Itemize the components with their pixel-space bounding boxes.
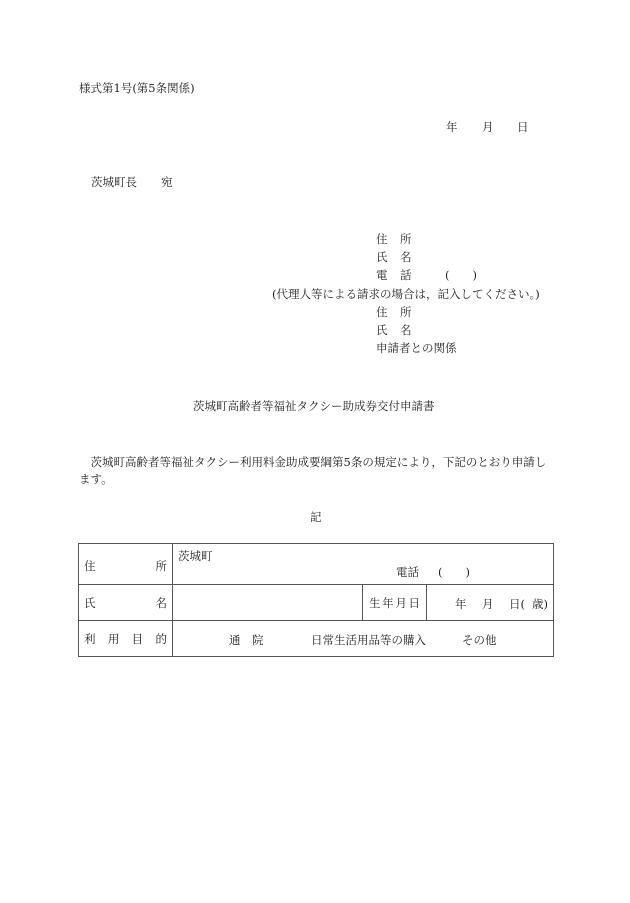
applicant-address-label-2: 所 [400,232,412,246]
purpose-label-2: 用 [107,631,120,646]
birth-value-cell[interactable] [427,585,554,621]
name-label-1: 氏 [84,595,96,610]
purpose-label-3: 目 [131,631,144,646]
applicant-address-label-1: 住 [376,232,388,246]
proxy-name-label-1: 氏 [376,323,388,337]
application-table [78,543,554,657]
address-value: 茨城町 [178,549,213,563]
name-label-cell [79,585,173,621]
ki-heading: 記 [310,510,322,524]
form-number: 様式第1号(第5条関係) [79,81,195,95]
table-row-purpose [79,621,554,657]
proxy-address-label-2: 所 [400,305,412,319]
purpose-label-1: 利 [84,631,96,646]
birth-label-3: 月 [395,595,407,610]
name-label-2: 名 [155,595,167,610]
date-day: 日 [517,120,529,134]
proxy-relation-label: 申請者との関係 [376,341,457,355]
address-value-cell[interactable] [173,544,554,585]
date-year: 年 [446,120,458,134]
addressee-suffix: 宛 [161,175,173,189]
table-phone-parens: ( ) [438,565,470,579]
table-row-address [79,544,554,585]
birth-label-cell [363,585,427,621]
birth-age: 歳) [532,597,548,611]
purpose-label-cell [79,621,173,657]
table-row-name [79,585,554,621]
address-label-1: 住 [84,559,96,573]
body-line-2: ます。 [79,472,113,486]
addressee-name: 茨城町長 [91,175,137,189]
address-label-cell [79,544,173,585]
birth-label-1: 生 [369,595,381,610]
body-line-1: 茨城町高齢者等福祉タクシー利用料金助成要綱第5条の規定により，下記のとおり申請し [79,455,547,469]
purpose-option-other[interactable]: その他 [462,633,497,647]
birth-label-2: 年 [382,595,394,610]
date-month: 月 [482,120,494,134]
birth-label-4: 日 [408,595,420,610]
proxy-name-label-2: 名 [400,323,412,337]
applicant-phone-label-2: 話 [400,268,412,282]
proxy-note: (代理人等による請求の場合は，記入してください。) [272,287,540,301]
address-label-2: 所 [155,559,167,573]
purpose-option-hospital[interactable]: 通 院 [229,633,264,647]
proxy-address-label-1: 住 [376,305,388,319]
purpose-option-shopping[interactable]: 日常生活用品等の購入 [311,633,426,647]
applicant-phone-label-1: 電 [376,268,388,282]
birth-month: 月 [482,597,494,611]
birth-day: 日( [509,597,525,611]
birth-year: 年 [455,597,467,611]
document-title: 茨城町高齢者等福祉タクシー助成券交付申請書 [193,399,435,413]
purpose-options-cell [173,621,554,657]
name-value-cell[interactable] [173,585,363,621]
applicant-phone-parens: ( ) [445,268,477,282]
purpose-label-4: 的 [155,631,167,646]
applicant-name-label-1: 氏 [376,250,388,264]
table-phone-label: 電話 [396,565,419,579]
applicant-name-label-2: 名 [400,250,412,264]
